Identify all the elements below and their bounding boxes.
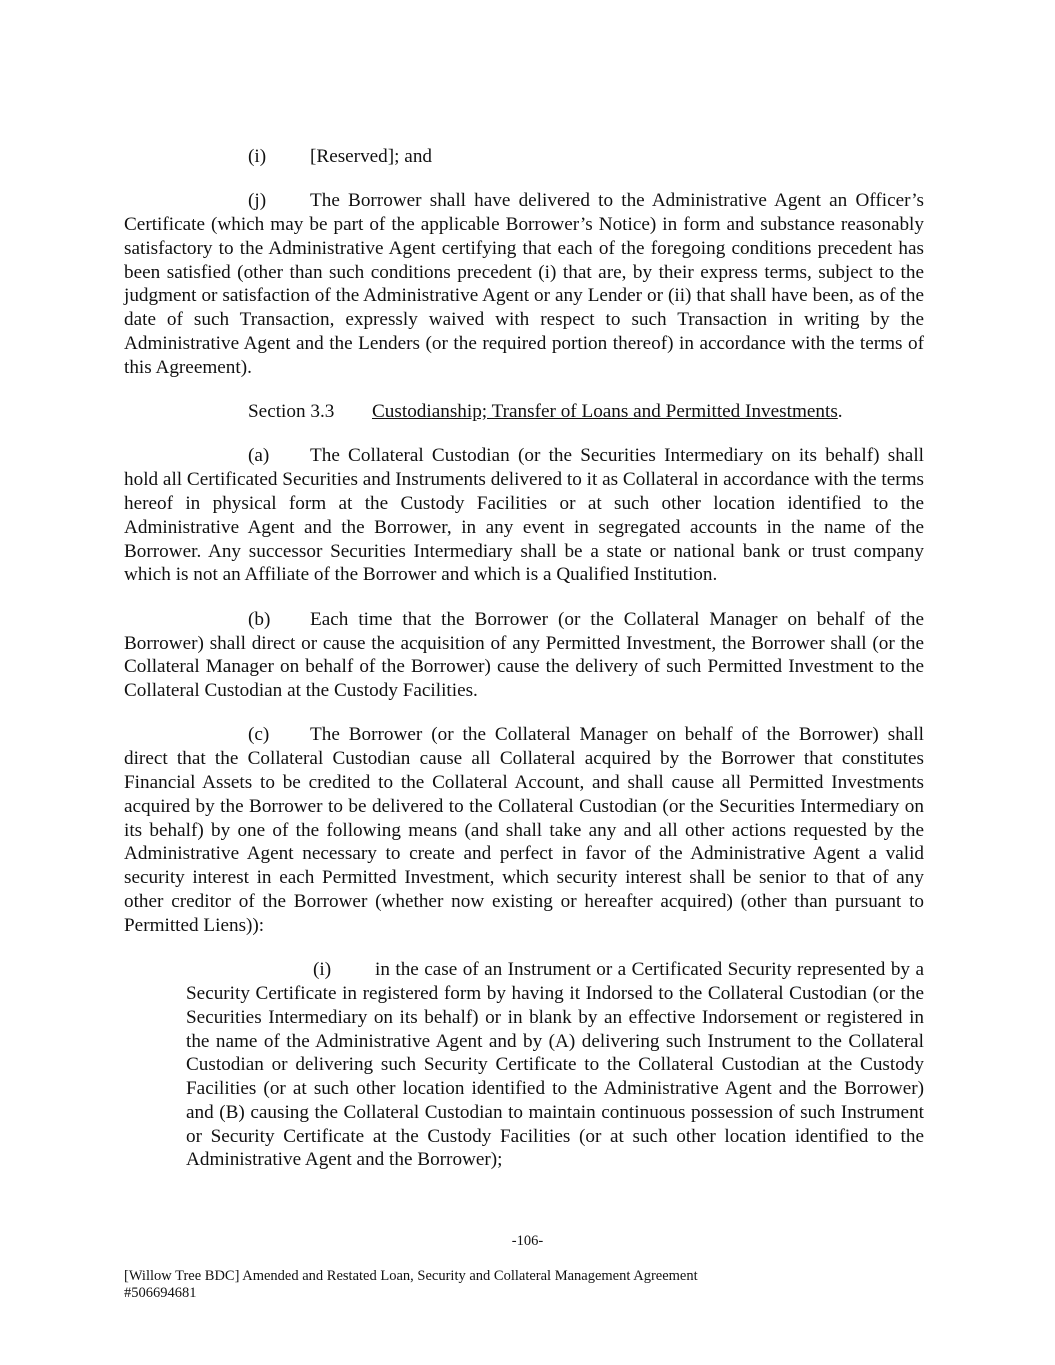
paragraph-marker: (i) xyxy=(248,146,267,167)
document-body xyxy=(124,145,924,1193)
footer-doc-id: #506694681 xyxy=(124,1285,197,1301)
paragraph-b-permitted-investment xyxy=(124,608,924,703)
document-footer xyxy=(124,1268,698,1302)
paragraph-text: The Borrower (or the Collateral Manager on behalf of the Borrower) shall direct that the Collateral Custodian cause all Collateral acquired by the Borrower that constitutes Financial Assets to be credited to the Collateral Account, and shall cause all Permitted Investments acquired by the Borrower to be delivered to the Collateral Custodian (or the Securities Intermediary on its behalf) by one of the following means (and shall take any and all other actions requested by the Administrative Agent necessary to create and perfect in favor of the Administrative Agent a valid security interest in each Permitted Investment, which security interest shall be senior to that of any other creditor of the Borrower (whether now existing or hereafter acquired) (other than pursuant to Permitted Liens)): xyxy=(124,724,924,936)
section-title-period: . xyxy=(837,401,843,423)
subparagraph-c-i-instrument xyxy=(186,958,924,1172)
footer-title: [Willow Tree BDC] Amended and Restated Loan, Security and Collateral Management Agreement xyxy=(124,1268,698,1284)
paragraph-marker: (j) xyxy=(248,190,267,212)
section-heading xyxy=(124,400,924,424)
section-title: Custodianship; Transfer of Loans and Permitted Investments xyxy=(372,401,838,423)
paragraph-text: The Borrower shall have delivered to the Administrative Agent an Officer’s Certificate (which may be part of the applicable Borrower’s Notice) in form and substance reasonably satisfactory to the Administrative Agent certifying that each of the foregoing conditions precedent has been satisfied (other than such conditions precedent (i) that are, by their express terms, subject to the judgment or satisfaction of the Administrative Agent or any Lender or (ii) that shall have been, as of the date of such Transaction, expressly waived with respect to such Transaction in writing by the Administrative Agent and the Lenders (or the required portion thereof) in accordance with the terms of this Agreement). xyxy=(124,190,924,378)
page-number: -106- xyxy=(511,1233,544,1249)
paragraph-a-custodian-holding xyxy=(124,444,924,587)
paragraph-text: The Collateral Custodian (or the Securities Intermediary on its behalf) shall hold all Certificated Securities and Instruments delivered to it as Collateral in accordance with the terms hereof in physical form at the Custody Facilities or at such other location identified to the Administrative Agent and the Borrower, in any event in segregated accounts in the name of the Borrower. Any successor Securities Intermediary shall be a state or national bank or trust company which is not an Affiliate of the Borrower and which is a Qualified Institution. xyxy=(124,445,924,586)
paragraph-text: in the case of an Instrument or a Certificated Security represented by a Security Certificate in registered form by having it Indorsed to the Collateral Custodian (or the Securities Intermediary on its behalf) or in blank by an effective Indorsement or registered in the name of the Administrative Agent and by (A) delivering such Instrument to the Collateral Custodian or delivering such Security Certificate to the Collateral Custodian at the Custody Facilities (or at such other location identified to the Administrative Agent and the Borrower) and (B) causing the Collateral Custodian to maintain continuous possession of such Instrument or Security Certificate at the Custody Facilities (or at such other location identified to the Administrative Agent and the Borrower); xyxy=(186,959,924,1171)
paragraph-text: Each time that the Borrower (or the Collateral Manager on behalf of the Borrower) shall direct or cause the acquisition of any Permitted Investment, the Borrower shall (or the Collateral Manager on behalf of the Borrower) cause the delivery of such Permitted Investment to the Collateral Custodian at the Custody Facilities. xyxy=(124,608,924,702)
paragraph-marker: (c) xyxy=(248,724,270,746)
paragraph-c-delivery-means xyxy=(124,723,924,937)
paragraph-j-officers-certificate xyxy=(124,189,924,379)
paragraph-marker: (b) xyxy=(248,608,271,630)
paragraph-marker: (i) xyxy=(313,959,332,981)
paragraph-text: [Reserved]; and xyxy=(310,146,433,167)
section-number: Section 3.3 xyxy=(248,401,335,423)
paragraph-i-reserved xyxy=(124,145,924,169)
paragraph-marker: (a) xyxy=(248,445,270,467)
